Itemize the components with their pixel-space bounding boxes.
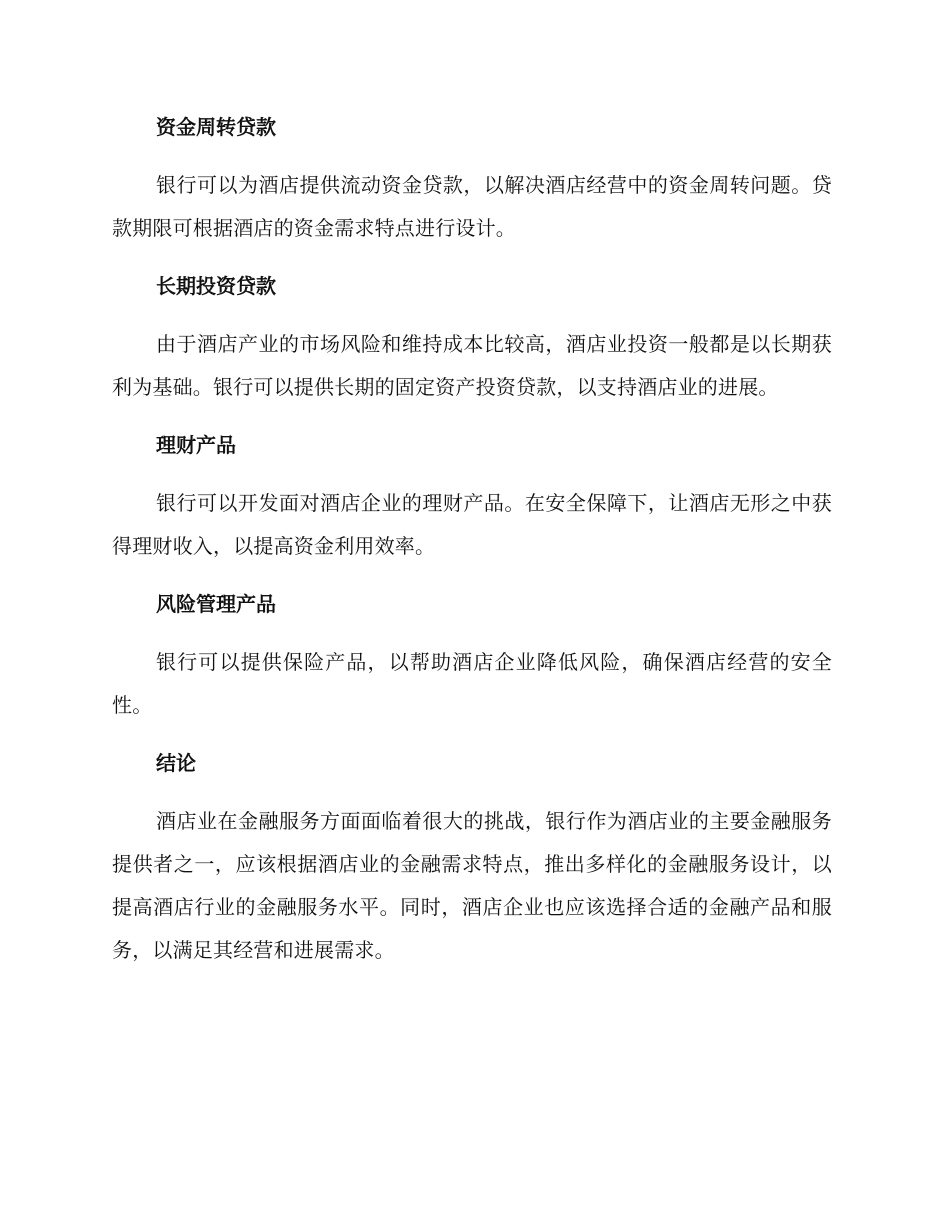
document-body xyxy=(112,106,832,987)
section-risk-management-products xyxy=(112,583,832,727)
section-heading: 长期投资贷款 xyxy=(156,274,276,298)
section-long-term-investment-loan xyxy=(112,265,832,409)
section-conclusion xyxy=(112,742,832,972)
section-working-capital-loan xyxy=(112,106,832,250)
section-wealth-management-products xyxy=(112,424,832,568)
section-paragraph: 由于酒店产业的市场风险和维持成本比较高，酒店业投资一般都是以长期获利为基础。银行可以提供长期的固定资产投资贷款，以支持酒店业的进展。 xyxy=(112,332,832,399)
section-heading: 结论 xyxy=(156,751,196,775)
section-paragraph: 银行可以为酒店提供流动资金贷款，以解决酒店经营中的资金周转问题。贷款期限可根据酒店的资金需求特点进行设计。 xyxy=(112,173,832,240)
section-heading: 理财产品 xyxy=(156,433,236,457)
section-paragraph: 银行可以提供保险产品，以帮助酒店企业降低风险，确保酒店经营的安全性。 xyxy=(112,650,832,717)
section-paragraph: 银行可以开发面对酒店企业的理财产品。在安全保障下，让酒店无形之中获得理财收入，以提高资金利用效率。 xyxy=(112,491,832,558)
section-paragraph: 酒店业在金融服务方面面临着很大的挑战，银行作为酒店业的主要金融服务提供者之一，应该根据酒店业的金融需求特点，推出多样化的金融服务设计，以提高酒店行业的金融服务水平。同时，酒店企业也应该选择合适的金融产品和服务，以满足其经营和进展需求。 xyxy=(112,809,832,962)
section-heading: 风险管理产品 xyxy=(156,592,276,616)
section-heading: 资金周转贷款 xyxy=(156,115,276,139)
